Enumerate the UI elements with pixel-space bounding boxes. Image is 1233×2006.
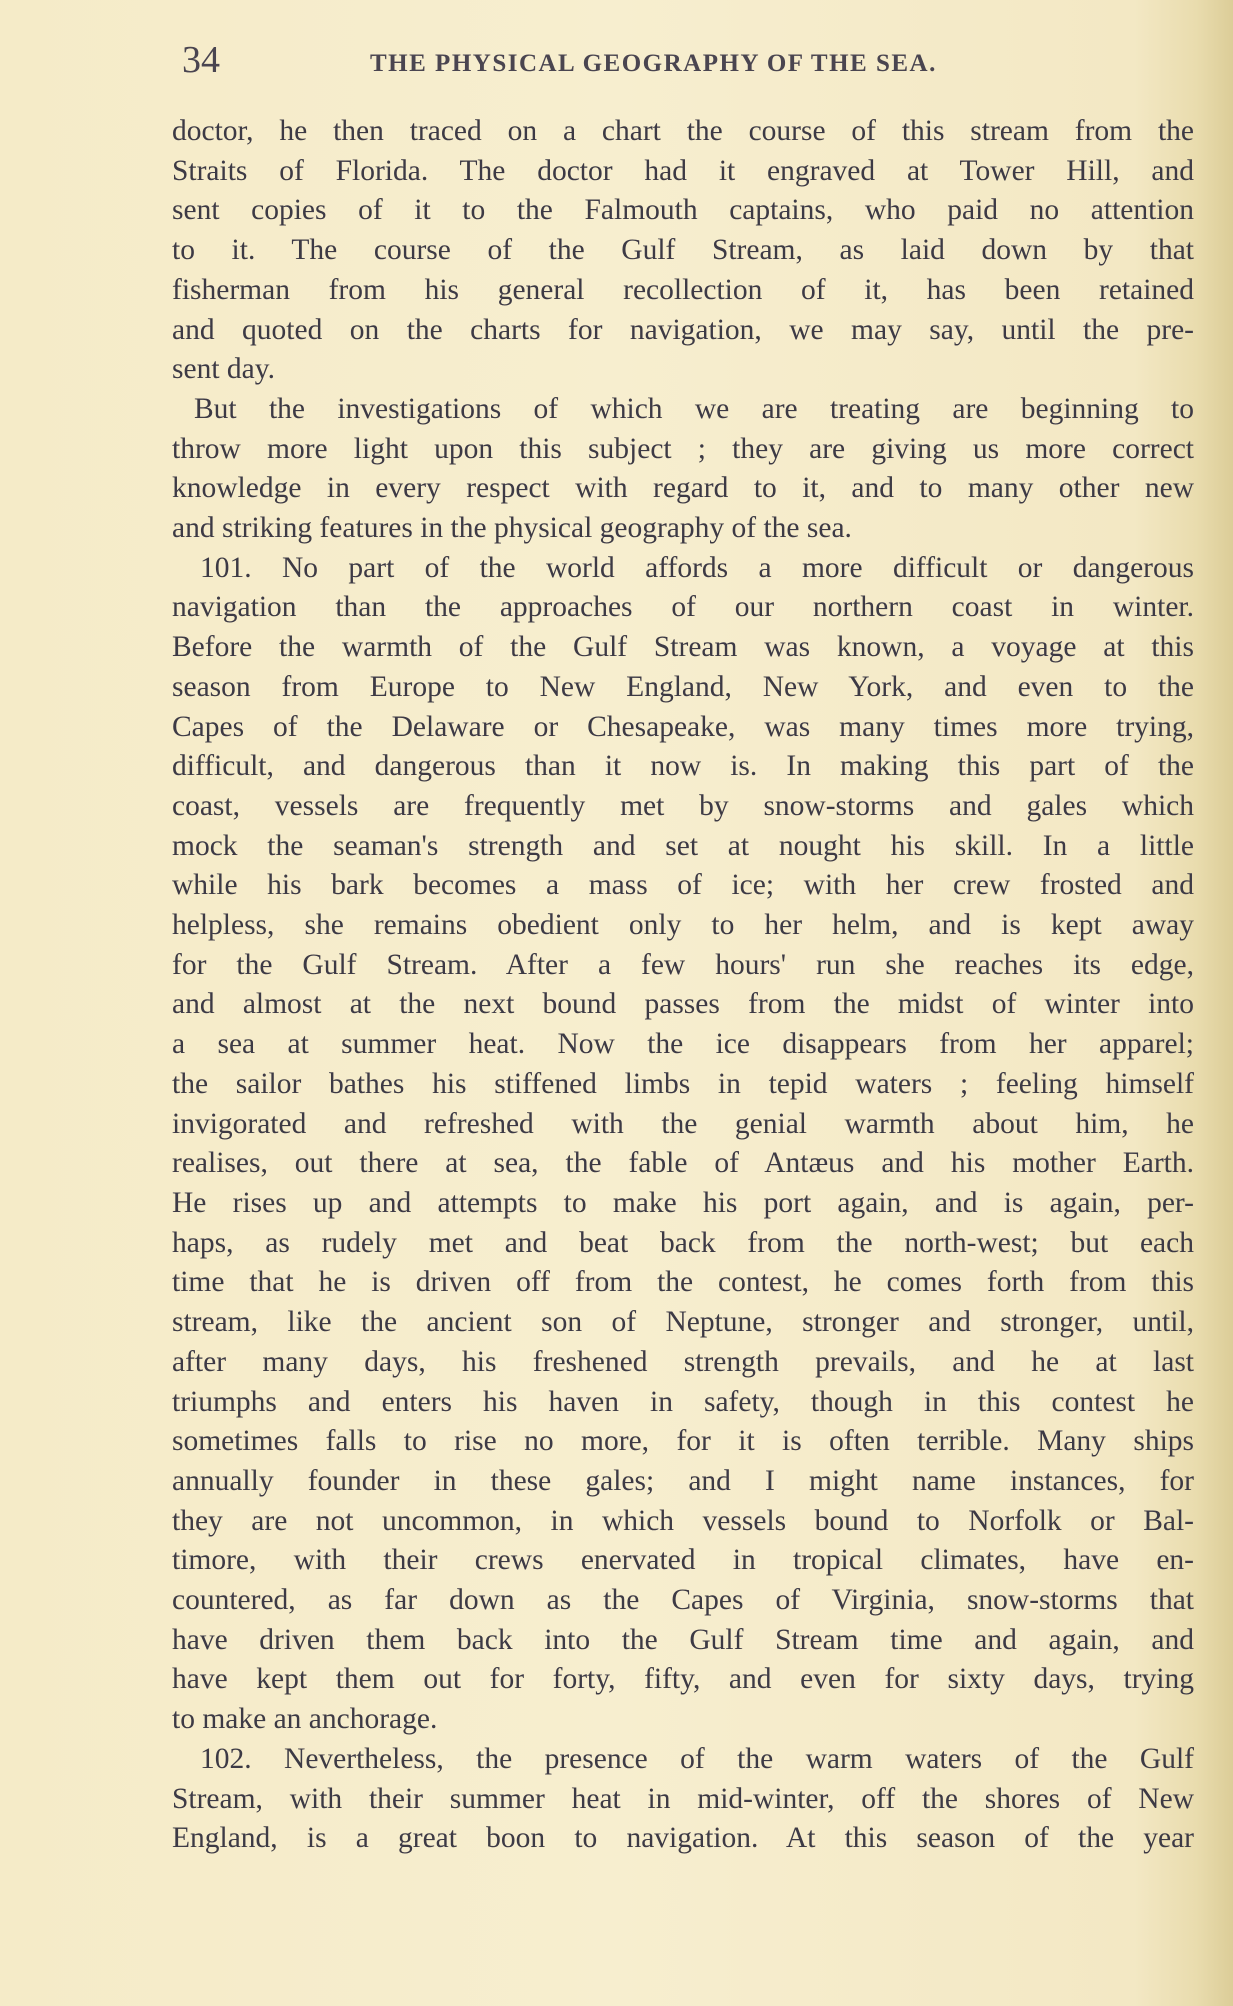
text-line: and almost at the next bound passes from the midst of winter into xyxy=(172,988,1194,1021)
text-line: for the Gulf Stream. After a few hours' run she reaches its edge, xyxy=(172,948,1194,981)
page-number: 34 xyxy=(182,39,220,81)
text-line: 102. Nevertheless, the presence of the warm waters of the Gulf xyxy=(200,1742,1194,1775)
text-line: haps, as rudely met and beat back from the north-west; but each xyxy=(172,1226,1194,1259)
text-line: have driven them back into the Gulf Stream time and again, and xyxy=(172,1623,1194,1656)
text-line: while his bark becomes a mass of ice; with her crew frosted and xyxy=(172,869,1194,902)
text-line: and quoted on the charts for navigation, we may say, until the pre- xyxy=(172,313,1194,346)
text-line: countered, as far down as the Capes of Virginia, snow-storms that xyxy=(172,1584,1194,1617)
text-line: Straits of Florida. The doctor had it engraved at Tower Hill, and xyxy=(172,154,1194,187)
text-line: But the investigations of which we are treating are beginning to xyxy=(194,392,1194,425)
text-line: coast, vessels are frequently met by snow-storms and gales which xyxy=(172,789,1194,822)
paragraph-102 xyxy=(172,1740,1194,1859)
text-line: England, is a great boon to navigation. At this season of the year xyxy=(172,1822,1194,1855)
text-line: helpless, she remains obedient only to her helm, and is kept away xyxy=(172,909,1194,942)
text-line: have kept them out for forty, fifty, and even for sixty days, trying xyxy=(172,1663,1194,1696)
text-line: season from Europe to New England, New York, and even to the xyxy=(172,670,1194,703)
text-line: sometimes falls to rise no more, for it is often terrible. Many ships xyxy=(172,1425,1194,1458)
text-line: and striking features in the physical geography of the sea. xyxy=(172,512,852,545)
text-line: Capes of the Delaware or Chesapeake, was many times more trying, xyxy=(172,710,1194,743)
page-header xyxy=(182,38,1052,88)
text-line: annually founder in these gales; and I might name instances, for xyxy=(172,1464,1194,1497)
text-line: triumphs and enters his haven in safety, though in this contest he xyxy=(172,1385,1194,1418)
paragraph-investigations xyxy=(172,390,1194,549)
paragraph-continuation xyxy=(172,112,1194,390)
text-line: navigation than the approaches of our northern coast in winter. xyxy=(172,591,1194,624)
text-line: Before the warmth of the Gulf Stream was known, a voyage at this xyxy=(172,631,1194,664)
text-line: 101. No part of the world affords a more difficult or dangerous xyxy=(200,551,1194,584)
text-line: to make an anchorage. xyxy=(172,1703,438,1736)
text-line: to it. The course of the Gulf Stream, as laid down by that xyxy=(172,234,1194,267)
text-line: fisherman from his general recollection of it, has been retained xyxy=(172,273,1194,306)
text-line: throw more light upon this subject ; they are giving us more correct xyxy=(172,432,1194,465)
text-line: after many days, his freshened strength prevails, and he at last xyxy=(172,1345,1194,1378)
text-line: stream, like the ancient son of Neptune, stronger and stronger, until, xyxy=(172,1306,1194,1339)
text-line: Stream, with their summer heat in mid-winter, off the shores of New xyxy=(172,1782,1194,1815)
text-line: a sea at summer heat. Now the ice disappears from her apparel; xyxy=(172,1028,1194,1061)
text-line: He rises up and attempts to make his port again, and is again, per- xyxy=(172,1186,1194,1219)
text-line: sent day. xyxy=(172,353,275,386)
body-text xyxy=(172,112,1194,1859)
text-line: invigorated and refreshed with the genial warmth about him, he xyxy=(172,1107,1194,1140)
paragraph-101 xyxy=(172,549,1194,1740)
text-line: timore, with their crews enervated in tropical climates, have en- xyxy=(172,1544,1194,1577)
running-title: THE PHYSICAL GEOGRAPHY OF THE SEA. xyxy=(370,50,937,77)
text-line: sent copies of it to the Falmouth captains, who paid no attention xyxy=(172,194,1194,227)
text-line: knowledge in every respect with regard to it, and to many other new xyxy=(172,472,1194,505)
text-line: time that he is driven off from the contest, he comes forth from this xyxy=(172,1266,1194,1299)
text-line: mock the seaman's strength and set at nought his skill. In a little xyxy=(172,829,1194,862)
text-line: difficult, and dangerous than it now is. In making this part of the xyxy=(172,750,1194,783)
text-line: the sailor bathes his stiffened limbs in tepid waters ; feeling himself xyxy=(172,1067,1194,1100)
text-line: realises, out there at sea, the fable of Antæus and his mother Earth. xyxy=(172,1147,1194,1180)
text-line: they are not uncommon, in which vessels bound to Norfolk or Bal- xyxy=(172,1504,1194,1537)
text-line: doctor, he then traced on a chart the course of this stream from the xyxy=(172,115,1194,147)
